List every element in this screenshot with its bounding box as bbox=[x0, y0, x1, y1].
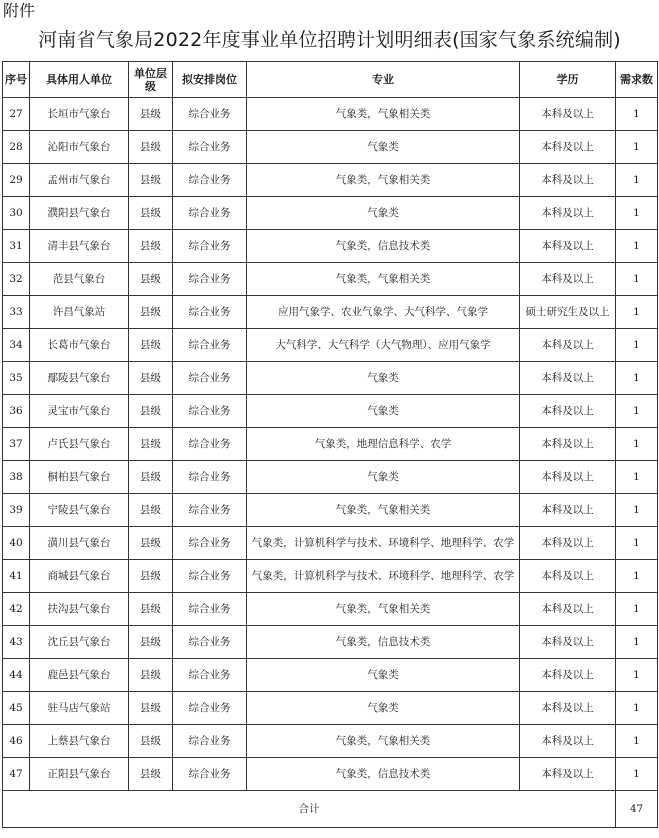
demand-count: 1 bbox=[616, 164, 658, 197]
unit-name: 长葛市气象台 bbox=[30, 329, 129, 362]
row-number: 41 bbox=[3, 560, 30, 593]
education: 本科及以上 bbox=[520, 626, 616, 659]
major: 大气科学、大气科学（大气物理）、应用气象学 bbox=[247, 329, 520, 362]
major: 气象类 bbox=[247, 131, 520, 164]
unit-name: 沁阳市气象台 bbox=[30, 131, 129, 164]
recruitment-table bbox=[2, 61, 658, 828]
major: 气象类，信息技术类 bbox=[247, 626, 520, 659]
demand-count: 1 bbox=[616, 263, 658, 296]
attachment-label: 附件 bbox=[3, 1, 36, 20]
row-number: 28 bbox=[3, 131, 30, 164]
unit-level: 县级 bbox=[129, 593, 173, 626]
unit-name: 驻马店气象站 bbox=[30, 692, 129, 725]
education: 本科及以上 bbox=[520, 197, 616, 230]
demand-count: 1 bbox=[616, 296, 658, 329]
unit-name: 桐柏县气象台 bbox=[30, 461, 129, 494]
row-number: 39 bbox=[3, 494, 30, 527]
education: 本科及以上 bbox=[520, 659, 616, 692]
post-name: 综合业务 bbox=[173, 659, 247, 692]
education: 本科及以上 bbox=[520, 461, 616, 494]
major: 气象类 bbox=[247, 659, 520, 692]
post-name: 综合业务 bbox=[173, 560, 247, 593]
table-row bbox=[3, 494, 658, 527]
unit-level: 县级 bbox=[129, 395, 173, 428]
row-number: 33 bbox=[3, 296, 30, 329]
demand-count: 1 bbox=[616, 98, 658, 131]
row-number: 34 bbox=[3, 329, 30, 362]
table-row bbox=[3, 263, 658, 296]
demand-count: 1 bbox=[616, 527, 658, 560]
unit-name: 正阳县气象台 bbox=[30, 758, 129, 791]
major: 气象类，气象相关类 bbox=[247, 98, 520, 131]
post-name: 综合业务 bbox=[173, 329, 247, 362]
post-name: 综合业务 bbox=[173, 758, 247, 791]
total-label: 合计 bbox=[3, 791, 616, 828]
row-number: 31 bbox=[3, 230, 30, 263]
unit-name: 鄢陵县气象台 bbox=[30, 362, 129, 395]
unit-level: 县级 bbox=[129, 692, 173, 725]
table-row bbox=[3, 593, 658, 626]
row-number: 43 bbox=[3, 626, 30, 659]
unit-level: 县级 bbox=[129, 527, 173, 560]
row-number: 38 bbox=[3, 461, 30, 494]
education: 本科及以上 bbox=[520, 362, 616, 395]
unit-level: 县级 bbox=[129, 164, 173, 197]
major: 气象类，气象相关类 bbox=[247, 164, 520, 197]
demand-count: 1 bbox=[616, 362, 658, 395]
row-number: 36 bbox=[3, 395, 30, 428]
unit-name: 濮阳县气象台 bbox=[30, 197, 129, 230]
unit-level: 县级 bbox=[129, 230, 173, 263]
row-number: 35 bbox=[3, 362, 30, 395]
post-name: 综合业务 bbox=[173, 461, 247, 494]
demand-count: 1 bbox=[616, 197, 658, 230]
education: 本科及以上 bbox=[520, 758, 616, 791]
unit-level: 县级 bbox=[129, 560, 173, 593]
unit-level: 县级 bbox=[129, 758, 173, 791]
post-name: 综合业务 bbox=[173, 494, 247, 527]
table-row bbox=[3, 197, 658, 230]
row-number: 32 bbox=[3, 263, 30, 296]
row-number: 47 bbox=[3, 758, 30, 791]
education: 本科及以上 bbox=[520, 98, 616, 131]
table-row bbox=[3, 527, 658, 560]
table-row bbox=[3, 296, 658, 329]
header-unit: 具体用人单位 bbox=[30, 62, 129, 98]
major: 气象类，计算机科学与技术、环境科学、地理科学、农学 bbox=[247, 527, 520, 560]
major: 气象类 bbox=[247, 461, 520, 494]
education: 本科及以上 bbox=[520, 164, 616, 197]
table-row bbox=[3, 461, 658, 494]
page-title: 河南省气象局2022年度事业单位招聘计划明细表(国家气象系统编制) bbox=[38, 29, 621, 51]
unit-level: 县级 bbox=[129, 197, 173, 230]
header-no: 序号 bbox=[3, 62, 30, 98]
demand-count: 1 bbox=[616, 395, 658, 428]
unit-name: 灵宝市气象台 bbox=[30, 395, 129, 428]
major: 气象类，地理信息科学、农学 bbox=[247, 428, 520, 461]
row-number: 29 bbox=[3, 164, 30, 197]
unit-level: 县级 bbox=[129, 461, 173, 494]
education: 硕士研究生及以上 bbox=[520, 296, 616, 329]
unit-level: 县级 bbox=[129, 131, 173, 164]
unit-name: 上蔡县气象台 bbox=[30, 725, 129, 758]
post-name: 综合业务 bbox=[173, 428, 247, 461]
table-row bbox=[3, 659, 658, 692]
demand-count: 1 bbox=[616, 461, 658, 494]
major: 气象类，气象相关类 bbox=[247, 725, 520, 758]
row-number: 42 bbox=[3, 593, 30, 626]
major: 气象类，信息技术类 bbox=[247, 758, 520, 791]
demand-count: 1 bbox=[616, 494, 658, 527]
education: 本科及以上 bbox=[520, 329, 616, 362]
demand-count: 1 bbox=[616, 428, 658, 461]
unit-name: 孟州市气象台 bbox=[30, 164, 129, 197]
post-name: 综合业务 bbox=[173, 692, 247, 725]
unit-level: 县级 bbox=[129, 263, 173, 296]
major: 气象类，气象相关类 bbox=[247, 263, 520, 296]
table-row bbox=[3, 395, 658, 428]
row-number: 46 bbox=[3, 725, 30, 758]
major: 气象类，计算机科学与技术、环境科学、地理科学、农学 bbox=[247, 560, 520, 593]
unit-name: 潢川县气象台 bbox=[30, 527, 129, 560]
post-name: 综合业务 bbox=[173, 164, 247, 197]
unit-name: 许昌气象站 bbox=[30, 296, 129, 329]
education: 本科及以上 bbox=[520, 131, 616, 164]
post-name: 综合业务 bbox=[173, 593, 247, 626]
unit-level: 县级 bbox=[129, 296, 173, 329]
unit-name: 卢氏县气象台 bbox=[30, 428, 129, 461]
header-education: 学历 bbox=[520, 62, 616, 98]
unit-name: 扶沟县气象台 bbox=[30, 593, 129, 626]
demand-count: 1 bbox=[616, 593, 658, 626]
post-name: 综合业务 bbox=[173, 230, 247, 263]
demand-count: 1 bbox=[616, 758, 658, 791]
demand-count: 1 bbox=[616, 725, 658, 758]
row-number: 45 bbox=[3, 692, 30, 725]
major: 气象类 bbox=[247, 692, 520, 725]
row-number: 44 bbox=[3, 659, 30, 692]
major: 应用气象学、农业气象学、大气科学、气象学 bbox=[247, 296, 520, 329]
table-row bbox=[3, 560, 658, 593]
header-count: 需求数 bbox=[616, 62, 658, 98]
table-row bbox=[3, 131, 658, 164]
post-name: 综合业务 bbox=[173, 626, 247, 659]
unit-level: 县级 bbox=[129, 362, 173, 395]
demand-count: 1 bbox=[616, 131, 658, 164]
unit-name: 商城县气象台 bbox=[30, 560, 129, 593]
major: 气象类 bbox=[247, 395, 520, 428]
table-row bbox=[3, 329, 658, 362]
table-row bbox=[3, 98, 658, 131]
major: 气象类，信息技术类 bbox=[247, 230, 520, 263]
post-name: 综合业务 bbox=[173, 98, 247, 131]
total-row bbox=[3, 791, 658, 828]
table-row bbox=[3, 428, 658, 461]
header-row bbox=[3, 62, 658, 98]
major: 气象类，气象相关类 bbox=[247, 494, 520, 527]
unit-level: 县级 bbox=[129, 329, 173, 362]
header-major: 专业 bbox=[247, 62, 520, 98]
demand-count: 1 bbox=[616, 659, 658, 692]
major: 气象类 bbox=[247, 197, 520, 230]
unit-name: 宁陵县气象台 bbox=[30, 494, 129, 527]
major: 气象类 bbox=[247, 362, 520, 395]
unit-level: 县级 bbox=[129, 428, 173, 461]
education: 本科及以上 bbox=[520, 593, 616, 626]
post-name: 综合业务 bbox=[173, 362, 247, 395]
table-row bbox=[3, 725, 658, 758]
post-name: 综合业务 bbox=[173, 131, 247, 164]
unit-level: 县级 bbox=[129, 725, 173, 758]
total-count: 47 bbox=[616, 791, 658, 828]
education: 本科及以上 bbox=[520, 230, 616, 263]
education: 本科及以上 bbox=[520, 395, 616, 428]
row-number: 30 bbox=[3, 197, 30, 230]
table-row bbox=[3, 626, 658, 659]
unit-name: 清丰县气象台 bbox=[30, 230, 129, 263]
education: 本科及以上 bbox=[520, 494, 616, 527]
post-name: 综合业务 bbox=[173, 725, 247, 758]
demand-count: 1 bbox=[616, 560, 658, 593]
table-row bbox=[3, 164, 658, 197]
unit-name: 长垣市气象台 bbox=[30, 98, 129, 131]
row-number: 37 bbox=[3, 428, 30, 461]
post-name: 综合业务 bbox=[173, 197, 247, 230]
table-row bbox=[3, 362, 658, 395]
education: 本科及以上 bbox=[520, 560, 616, 593]
unit-name: 鹿邑县气象台 bbox=[30, 659, 129, 692]
unit-name: 沈丘县气象台 bbox=[30, 626, 129, 659]
education: 本科及以上 bbox=[520, 725, 616, 758]
unit-level: 县级 bbox=[129, 659, 173, 692]
education: 本科及以上 bbox=[520, 428, 616, 461]
table-row bbox=[3, 692, 658, 725]
education: 本科及以上 bbox=[520, 692, 616, 725]
row-number: 27 bbox=[3, 98, 30, 131]
post-name: 综合业务 bbox=[173, 527, 247, 560]
post-name: 综合业务 bbox=[173, 296, 247, 329]
demand-count: 1 bbox=[616, 329, 658, 362]
table-row bbox=[3, 758, 658, 791]
demand-count: 1 bbox=[616, 692, 658, 725]
major: 气象类，气象相关类 bbox=[247, 593, 520, 626]
demand-count: 1 bbox=[616, 230, 658, 263]
unit-level: 县级 bbox=[129, 626, 173, 659]
post-name: 综合业务 bbox=[173, 263, 247, 296]
header-level: 单位层级 bbox=[129, 62, 173, 98]
unit-level: 县级 bbox=[129, 98, 173, 131]
unit-level: 县级 bbox=[129, 494, 173, 527]
post-name: 综合业务 bbox=[173, 395, 247, 428]
header-post: 拟安排岗位 bbox=[173, 62, 247, 98]
demand-count: 1 bbox=[616, 626, 658, 659]
row-number: 40 bbox=[3, 527, 30, 560]
education: 本科及以上 bbox=[520, 263, 616, 296]
unit-name: 范县气象台 bbox=[30, 263, 129, 296]
table-row bbox=[3, 230, 658, 263]
education: 本科及以上 bbox=[520, 527, 616, 560]
